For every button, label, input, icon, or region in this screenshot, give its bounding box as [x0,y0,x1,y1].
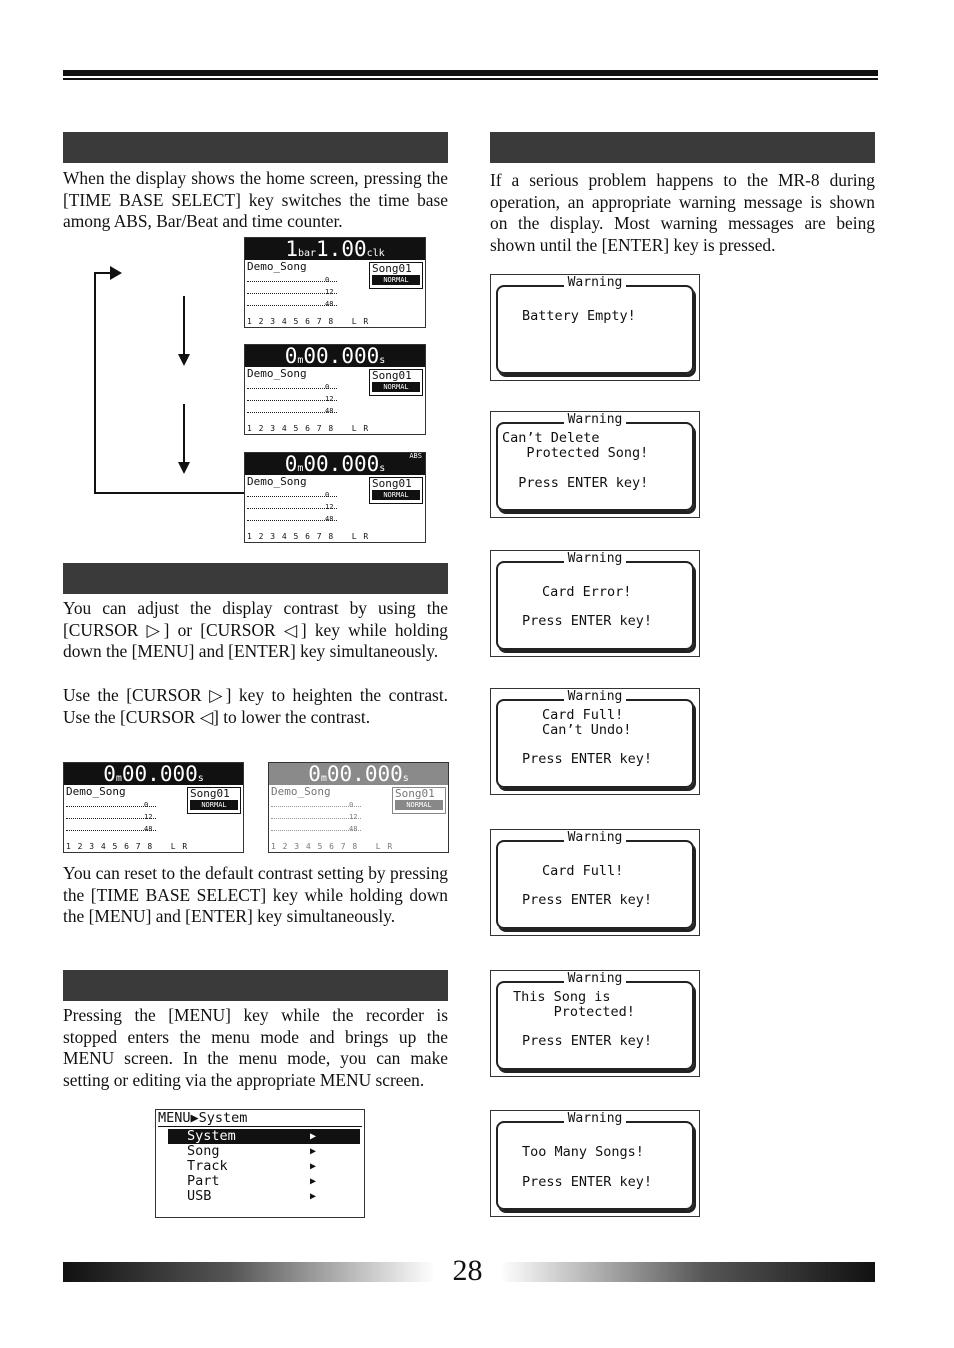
track-row: 1 2 3 4 5 6 7 8 L R [271,842,394,851]
counter-display: 1bar1.00clk [245,238,425,260]
footer-gradient-right [500,1262,875,1282]
section-header-bar-contrast [63,563,448,594]
menu-item-part: Part ▶ [187,1173,317,1189]
song-name: Demo_Song [66,785,126,798]
song-tag: Song01 NORMAL [369,369,423,396]
counter-display: 0m00.000s ABS [245,453,425,475]
counter-display: 0m00.000s [269,763,448,785]
track-row: 1 2 3 4 5 6 7 8 L R [247,532,370,541]
warnings-paragraph: If a serious problem happens to the MR-8 during operation, an appropriate warning message is shown on the display. Most warning messages are being shown until the [ENTER] key is pressed. [490,170,875,255]
contrast-reset-paragraph: You can reset to the default contrast setting by pressing the [TIME BASE SELECT] key while holding down the [MENU] and [ENTER] key simultaneously. [63,863,448,927]
contrast-paragraph-a: You can adjust the display contrast by using the [CURSOR ▷] or [CURSOR ◁] key while holding down the [MENU] and [ENTER] key simultaneously. [63,598,448,662]
down-arrow-icon [178,354,190,366]
song-tag: Song01 NORMAL [369,477,423,504]
song-tag: Song01 NORMAL [187,787,241,814]
lcd-low-contrast: 0m00.000s Demo_Song Song01 NORMAL 0 12 48 1 2 3 4 5 6 7 8 L R [268,762,449,853]
cycle-arrow-vertical [94,272,96,494]
song-name: Demo_Song [247,367,307,380]
song-name: Demo_Song [271,785,331,798]
header-rule-thin [63,78,878,80]
section-header-bar-menu [63,970,448,1001]
footer-gradient-left [63,1262,435,1282]
warning-card-full: Warning Card Full! Press ENTER key! [490,829,700,936]
song-name: Demo_Song [247,475,307,488]
cycle-arrowhead-icon [110,266,122,280]
warning-too-many-songs: Warning Too Many Songs! Press ENTER key! [490,1110,700,1217]
menu-paragraph: Pressing the [MENU] key while the recorder is stopped enters the menu mode and brings up the MENU screen. In the menu mode, you can make setting or editing via the appropriate MENU screen. [63,1005,448,1090]
section-header-bar-warnings [490,132,875,163]
lcd-high-contrast: 0m00.000s Demo_Song Song01 NORMAL 0 12 48 1 2 3 4 5 6 7 8 L R [63,762,244,853]
menu-title: MENU▶System [158,1110,248,1126]
page-number: 28 [452,1254,483,1287]
track-row: 1 2 3 4 5 6 7 8 L R [247,317,370,326]
warning-cant-delete: Warning Can’t Delete Protected Song! Press ENTER key! [490,411,700,518]
warning-card-error: Warning Card Error! Press ENTER key! [490,550,700,657]
cycle-arrow-bottom [94,492,244,494]
warning-card-full-cant-undo: Warning Card Full! Can’t Undo! Press ENTER key! [490,688,700,795]
lcd-menu-screen [155,1109,365,1218]
menu-item-usb: USB ▶ [187,1188,317,1204]
down-arrow-icon [178,462,190,474]
contrast-paragraph-b: Use the [CURSOR ▷] key to heighten the contrast. Use the [CURSOR ◁] to lower the contrast. [63,685,448,727]
menu-item-system: System ▶ [168,1129,360,1144]
lcd-bar-beat-screen: 1bar1.00clk Demo_Song Song01 NORMAL 0 12 48 1 2 3 4 5 6 7 8 L R [244,237,426,328]
song-tag: Song01 NORMAL [369,262,423,289]
warning-song-protected: Warning This Song is Protected! Press ENTER key! [490,970,700,1077]
down-arrow-1-line [183,296,185,356]
song-name: Demo_Song [247,260,307,273]
song-tag: Song01 NORMAL [392,787,446,814]
down-arrow-2-line [183,404,185,464]
section-header-bar-time-base [63,132,448,163]
menu-item-song: Song ▶ [187,1143,317,1159]
time-base-paragraph: When the display shows the home screen, pressing the [TIME BASE SELECT] key switches the time base among ABS, Bar/Beat and time counter. [63,168,448,232]
lcd-abs-screen: 0m00.000s ABS Demo_Song Song01 NORMAL 0 12 48 1 2 3 4 5 6 7 8 L R [244,452,426,543]
counter-display: 0m00.000s [245,345,425,367]
warning-battery-empty: Warning Battery Empty! [490,274,700,381]
track-row: 1 2 3 4 5 6 7 8 L R [247,424,370,433]
lcd-time-screen: 0m00.000s Demo_Song Song01 NORMAL 0 12 48 1 2 3 4 5 6 7 8 L R [244,344,426,435]
header-rule-thick [63,70,878,76]
menu-item-track: Track ▶ [187,1158,317,1174]
track-row: 1 2 3 4 5 6 7 8 L R [66,842,189,851]
counter-display: 0m00.000s [64,763,243,785]
